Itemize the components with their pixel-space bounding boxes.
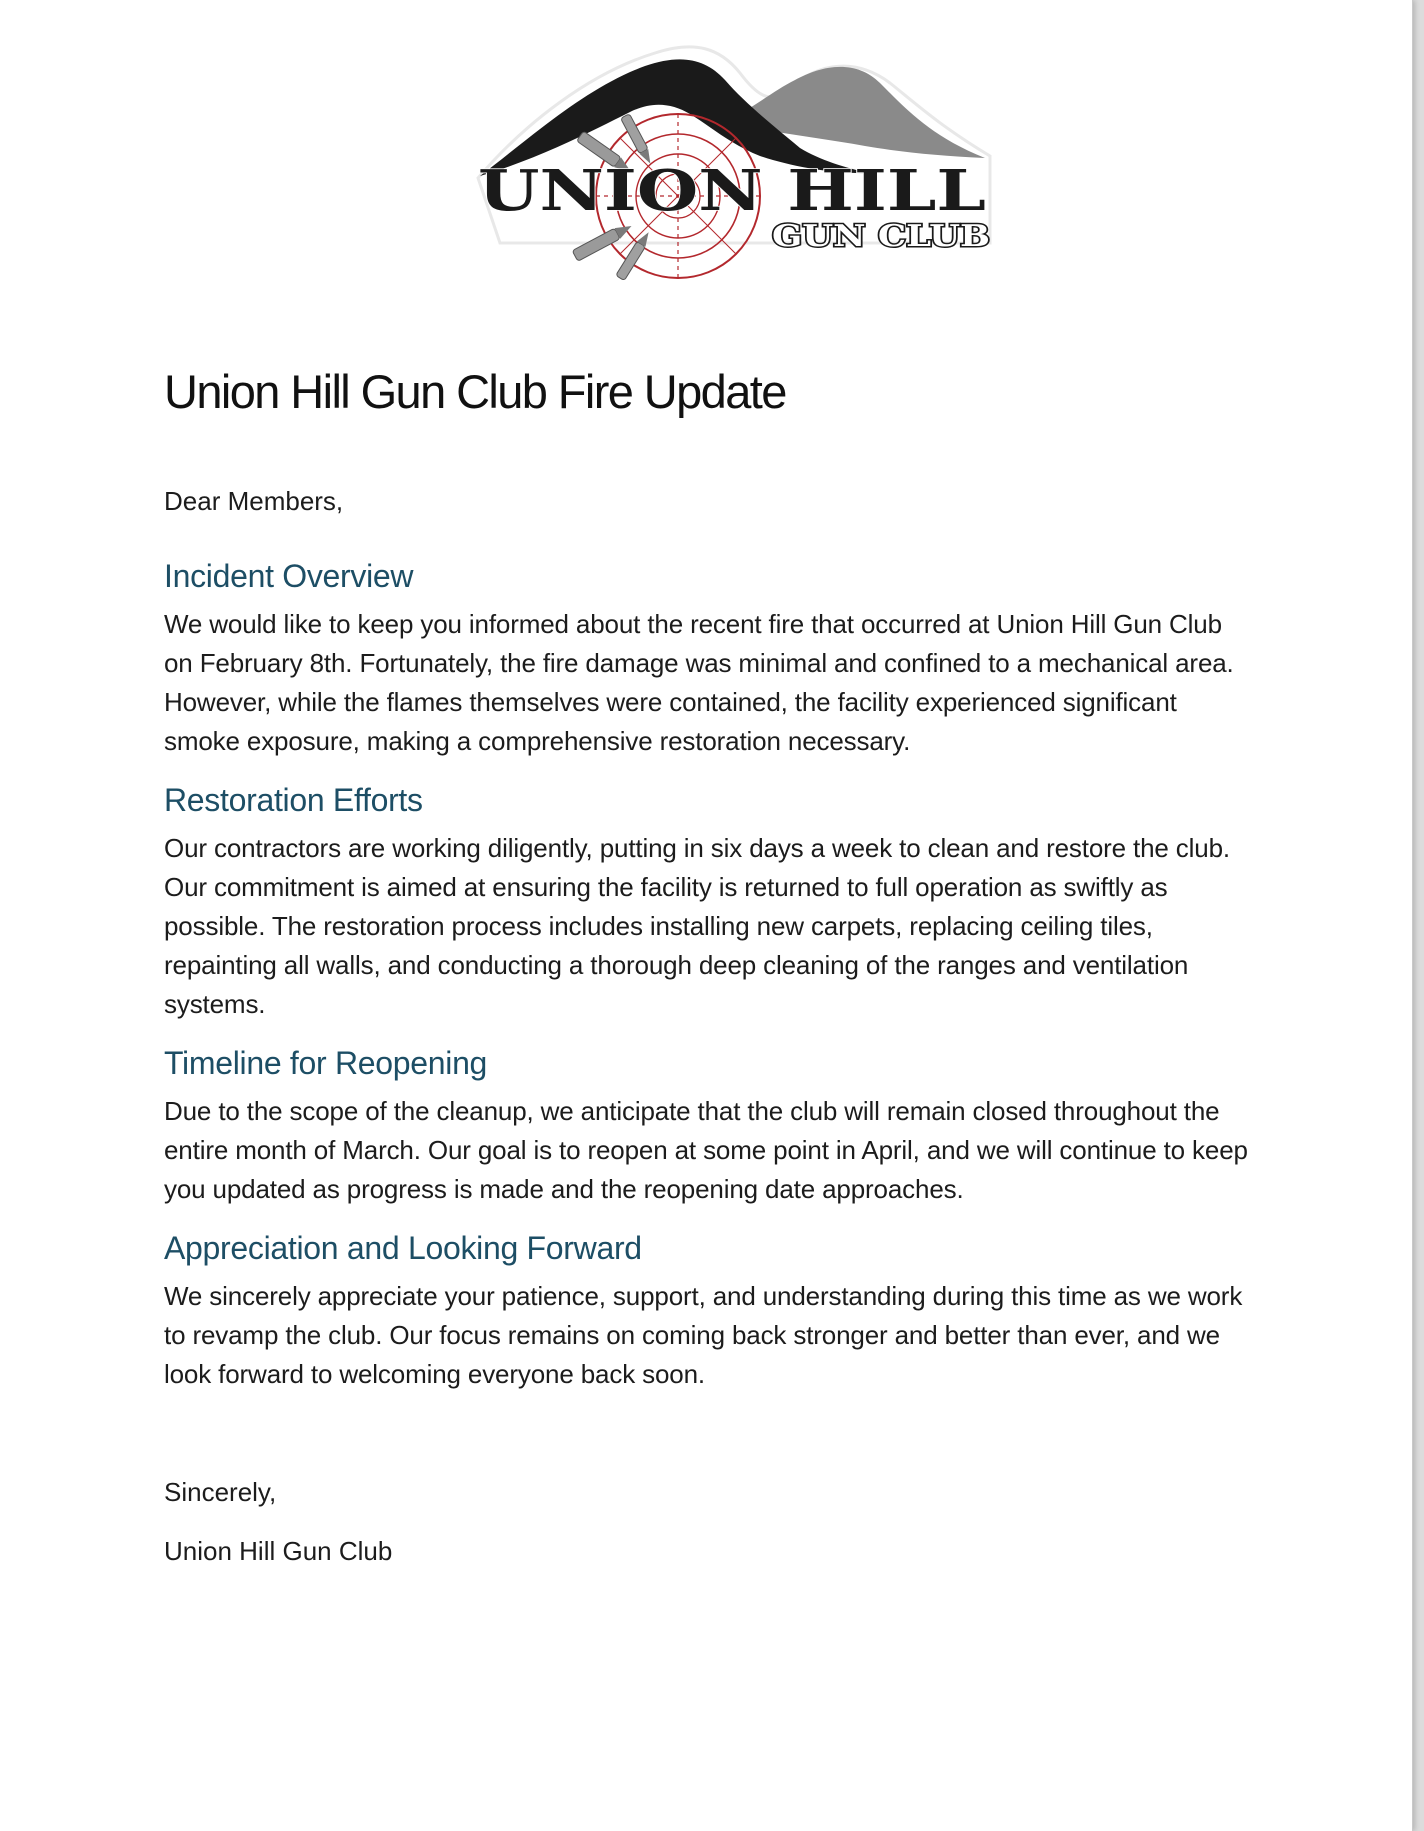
paragraph-restoration-efforts: Our contractors are working diligently, putting in six days a week to clean and restore the club. Our commitment is aimed at ensuring the facility is returned to full operation as swiftly as possible. The restoration process includes installing new carpets, replacing ceiling tiles, repainting all walls, and conducting a thorough deep cleaning of the ranges and ventilation systems. — [164, 833, 1230, 1019]
heading-incident-overview: Incident Overview — [164, 558, 414, 594]
heading-appreciation: Appreciation and Looking Forward — [164, 1230, 642, 1266]
club-logo-graphic — [470, 28, 1000, 286]
heading-timeline-reopening: Timeline for Reopening — [164, 1045, 488, 1081]
paragraph-timeline-reopening: Due to the scope of the cleanup, we anticipate that the club will remain closed throughout the entire month of March. Our goal is to reopen at some point in April, and we will continue to keep you updated as progress is made and the reopening date approaches. — [164, 1096, 1248, 1204]
letter-body — [164, 360, 1254, 1569]
greeting: Dear Members, — [164, 486, 344, 516]
paragraph-incident-overview: We would like to keep you informed about the recent fire that occurred at Union Hill Gun Club on February 8th. Fortunately, the fire damage was minimal and confined to a mechanical area. However, while the flames themselves were contained, the facility experienced significant smoke exposure, making a comprehensive restoration necessary. — [164, 609, 1234, 756]
club-logo — [470, 28, 1000, 286]
letter-title: Union Hill Gun Club Fire Update — [164, 365, 786, 418]
logo-text-union-hill: UNION HILL — [478, 158, 986, 224]
paragraph-appreciation: We sincerely appreciate your patience, support, and understanding during this time as we work to revamp the club. Our focus remains on coming back stronger and better than ever, and we look forward to welcoming everyone back soon. — [164, 1281, 1243, 1389]
closing: Sincerely, — [164, 1477, 277, 1507]
heading-restoration-efforts: Restoration Efforts — [164, 782, 423, 818]
signature: Union Hill Gun Club — [164, 1536, 393, 1566]
logo-text-gun-club: GUN CLUB — [772, 219, 990, 254]
